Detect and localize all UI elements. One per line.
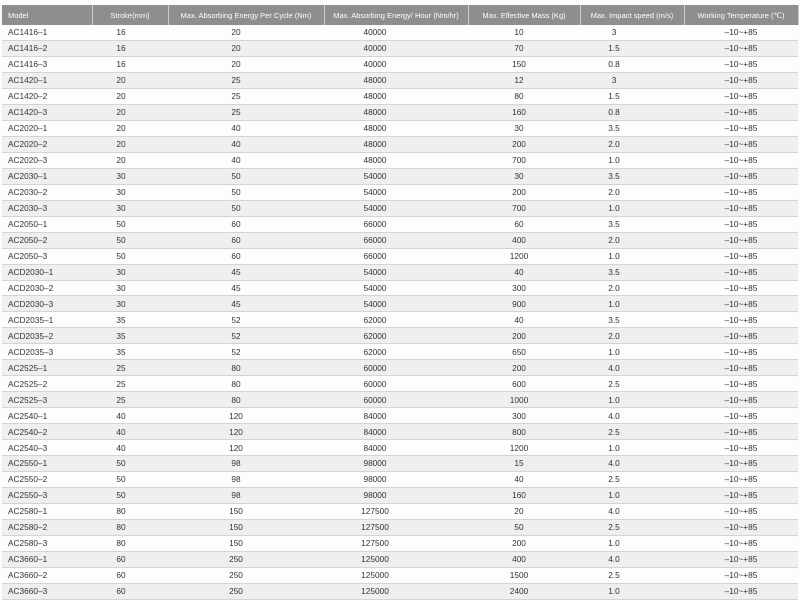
cell-working-temperature: –10~+85 <box>684 504 798 520</box>
column-header-energy-per-cycle: Max. Absorbing Energy Per Cycle (Nm) <box>168 5 324 25</box>
cell-impact-speed: 4.0 <box>580 408 684 424</box>
cell-energy-per-hour: 48000 <box>324 88 468 104</box>
cell-energy-per-hour: 54000 <box>324 200 468 216</box>
cell-impact-speed: 4.0 <box>580 551 684 567</box>
cell-energy-per-hour: 48000 <box>324 152 468 168</box>
table-row <box>2 328 798 344</box>
cell-working-temperature: –10~+85 <box>684 567 798 583</box>
cell-model: AC2050–3 <box>2 248 92 264</box>
cell-energy-per-hour: 66000 <box>324 248 468 264</box>
cell-stroke: 40 <box>92 440 168 456</box>
cell-model: AC1420–1 <box>2 72 92 88</box>
table-row <box>2 551 798 567</box>
cell-energy-per-hour: 54000 <box>324 296 468 312</box>
table-row <box>2 536 798 552</box>
cell-impact-speed: 2.5 <box>580 472 684 488</box>
table-row <box>2 360 798 376</box>
cell-impact-speed: 2.5 <box>580 424 684 440</box>
cell-energy-per-cycle: 80 <box>168 360 324 376</box>
cell-model: AC2020–1 <box>2 120 92 136</box>
cell-model: AC1420–3 <box>2 104 92 120</box>
cell-impact-speed: 1.0 <box>580 583 684 599</box>
table-row <box>2 136 798 152</box>
cell-energy-per-cycle: 40 <box>168 136 324 152</box>
cell-stroke: 50 <box>92 216 168 232</box>
cell-stroke: 30 <box>92 296 168 312</box>
cell-impact-speed: 1.0 <box>580 536 684 552</box>
cell-stroke: 40 <box>92 424 168 440</box>
cell-energy-per-cycle: 45 <box>168 280 324 296</box>
cell-model: AC2580–3 <box>2 536 92 552</box>
cell-energy-per-hour: 54000 <box>324 168 468 184</box>
cell-working-temperature: –10~+85 <box>684 232 798 248</box>
cell-effective-mass: 10 <box>468 25 580 40</box>
cell-working-temperature: –10~+85 <box>684 25 798 40</box>
cell-energy-per-hour: 125000 <box>324 567 468 583</box>
cell-model: ACD2035–3 <box>2 344 92 360</box>
cell-energy-per-hour: 84000 <box>324 408 468 424</box>
cell-energy-per-cycle: 50 <box>168 168 324 184</box>
cell-energy-per-hour: 84000 <box>324 424 468 440</box>
table-body <box>2 25 798 599</box>
cell-impact-speed: 2.0 <box>580 136 684 152</box>
cell-effective-mass: 1500 <box>468 567 580 583</box>
cell-energy-per-cycle: 45 <box>168 264 324 280</box>
cell-energy-per-hour: 125000 <box>324 583 468 599</box>
cell-model: AC2030–3 <box>2 200 92 216</box>
cell-working-temperature: –10~+85 <box>684 168 798 184</box>
cell-impact-speed: 2.0 <box>580 232 684 248</box>
cell-effective-mass: 1200 <box>468 440 580 456</box>
cell-energy-per-cycle: 20 <box>168 56 324 72</box>
cell-working-temperature: –10~+85 <box>684 40 798 56</box>
cell-effective-mass: 30 <box>468 120 580 136</box>
cell-working-temperature: –10~+85 <box>684 440 798 456</box>
cell-impact-speed: 1.5 <box>580 40 684 56</box>
cell-effective-mass: 60 <box>468 216 580 232</box>
cell-model: ACD2030–3 <box>2 296 92 312</box>
cell-energy-per-cycle: 60 <box>168 232 324 248</box>
table-row <box>2 392 798 408</box>
cell-stroke: 20 <box>92 152 168 168</box>
cell-energy-per-cycle: 25 <box>168 104 324 120</box>
cell-working-temperature: –10~+85 <box>684 551 798 567</box>
table-row <box>2 232 798 248</box>
cell-energy-per-hour: 127500 <box>324 520 468 536</box>
cell-effective-mass: 40 <box>468 472 580 488</box>
cell-stroke: 25 <box>92 360 168 376</box>
table-row <box>2 296 798 312</box>
cell-impact-speed: 2.0 <box>580 280 684 296</box>
cell-impact-speed: 2.0 <box>580 328 684 344</box>
cell-energy-per-cycle: 45 <box>168 296 324 312</box>
cell-effective-mass: 650 <box>468 344 580 360</box>
cell-energy-per-cycle: 120 <box>168 424 324 440</box>
cell-energy-per-hour: 66000 <box>324 232 468 248</box>
table-row <box>2 56 798 72</box>
cell-impact-speed: 3 <box>580 25 684 40</box>
cell-impact-speed: 2.5 <box>580 520 684 536</box>
cell-energy-per-hour: 84000 <box>324 440 468 456</box>
cell-energy-per-hour: 127500 <box>324 504 468 520</box>
cell-energy-per-hour: 60000 <box>324 376 468 392</box>
cell-stroke: 60 <box>92 567 168 583</box>
cell-stroke: 20 <box>92 72 168 88</box>
cell-impact-speed: 1.0 <box>580 392 684 408</box>
table-row <box>2 488 798 504</box>
cell-stroke: 60 <box>92 583 168 599</box>
table-row <box>2 152 798 168</box>
header-row <box>2 5 798 25</box>
cell-energy-per-cycle: 98 <box>168 456 324 472</box>
cell-stroke: 60 <box>92 551 168 567</box>
cell-energy-per-cycle: 25 <box>168 88 324 104</box>
cell-stroke: 50 <box>92 472 168 488</box>
cell-working-temperature: –10~+85 <box>684 392 798 408</box>
cell-impact-speed: 1.0 <box>580 296 684 312</box>
cell-stroke: 20 <box>92 136 168 152</box>
cell-stroke: 20 <box>92 88 168 104</box>
cell-working-temperature: –10~+85 <box>684 264 798 280</box>
cell-working-temperature: –10~+85 <box>684 344 798 360</box>
cell-stroke: 20 <box>92 120 168 136</box>
column-header-stroke: Stroke(mm) <box>92 5 168 25</box>
cell-model: AC1416–1 <box>2 25 92 40</box>
cell-impact-speed: 3.5 <box>580 120 684 136</box>
cell-effective-mass: 200 <box>468 328 580 344</box>
cell-energy-per-hour: 54000 <box>324 280 468 296</box>
cell-working-temperature: –10~+85 <box>684 328 798 344</box>
cell-impact-speed: 0.8 <box>580 56 684 72</box>
cell-stroke: 35 <box>92 312 168 328</box>
cell-stroke: 30 <box>92 280 168 296</box>
cell-energy-per-cycle: 250 <box>168 583 324 599</box>
cell-effective-mass: 160 <box>468 488 580 504</box>
table-row <box>2 120 798 136</box>
cell-working-temperature: –10~+85 <box>684 184 798 200</box>
cell-impact-speed: 1.0 <box>580 152 684 168</box>
cell-effective-mass: 150 <box>468 56 580 72</box>
cell-effective-mass: 200 <box>468 136 580 152</box>
cell-working-temperature: –10~+85 <box>684 583 798 599</box>
cell-working-temperature: –10~+85 <box>684 312 798 328</box>
table-row <box>2 168 798 184</box>
cell-model: AC2020–3 <box>2 152 92 168</box>
cell-stroke: 80 <box>92 536 168 552</box>
cell-energy-per-hour: 54000 <box>324 184 468 200</box>
cell-energy-per-hour: 60000 <box>324 360 468 376</box>
cell-energy-per-hour: 98000 <box>324 488 468 504</box>
cell-model: ACD2030–1 <box>2 264 92 280</box>
cell-impact-speed: 4.0 <box>580 360 684 376</box>
cell-working-temperature: –10~+85 <box>684 152 798 168</box>
cell-stroke: 50 <box>92 488 168 504</box>
cell-model: AC2050–1 <box>2 216 92 232</box>
cell-working-temperature: –10~+85 <box>684 376 798 392</box>
cell-working-temperature: –10~+85 <box>684 536 798 552</box>
cell-stroke: 16 <box>92 25 168 40</box>
cell-energy-per-cycle: 98 <box>168 472 324 488</box>
cell-working-temperature: –10~+85 <box>684 56 798 72</box>
cell-effective-mass: 600 <box>468 376 580 392</box>
cell-effective-mass: 200 <box>468 360 580 376</box>
cell-working-temperature: –10~+85 <box>684 408 798 424</box>
cell-energy-per-cycle: 40 <box>168 152 324 168</box>
cell-stroke: 80 <box>92 520 168 536</box>
cell-working-temperature: –10~+85 <box>684 360 798 376</box>
cell-model: AC2030–2 <box>2 184 92 200</box>
table-row <box>2 216 798 232</box>
table-row <box>2 312 798 328</box>
cell-effective-mass: 30 <box>468 168 580 184</box>
table-row <box>2 200 798 216</box>
cell-impact-speed: 0.8 <box>580 104 684 120</box>
cell-model: AC2525–3 <box>2 392 92 408</box>
cell-energy-per-hour: 98000 <box>324 456 468 472</box>
cell-effective-mass: 70 <box>468 40 580 56</box>
table-row <box>2 424 798 440</box>
table-row <box>2 104 798 120</box>
cell-effective-mass: 2400 <box>468 583 580 599</box>
cell-model: AC2030–1 <box>2 168 92 184</box>
cell-energy-per-hour: 40000 <box>324 25 468 40</box>
cell-energy-per-hour: 54000 <box>324 264 468 280</box>
cell-stroke: 30 <box>92 200 168 216</box>
cell-working-temperature: –10~+85 <box>684 248 798 264</box>
cell-model: AC2550–2 <box>2 472 92 488</box>
cell-energy-per-hour: 48000 <box>324 136 468 152</box>
cell-effective-mass: 15 <box>468 456 580 472</box>
cell-energy-per-cycle: 120 <box>168 408 324 424</box>
cell-working-temperature: –10~+85 <box>684 200 798 216</box>
cell-energy-per-hour: 40000 <box>324 56 468 72</box>
column-header-impact-speed: Max. Impact speed (m/s) <box>580 5 684 25</box>
cell-stroke: 30 <box>92 168 168 184</box>
cell-energy-per-cycle: 60 <box>168 248 324 264</box>
cell-energy-per-cycle: 250 <box>168 567 324 583</box>
cell-model: AC2580–1 <box>2 504 92 520</box>
cell-model: ACD2035–2 <box>2 328 92 344</box>
table-row <box>2 280 798 296</box>
cell-stroke: 35 <box>92 344 168 360</box>
cell-model: AC2050–2 <box>2 232 92 248</box>
cell-impact-speed: 4.0 <box>580 504 684 520</box>
table-row <box>2 25 798 40</box>
cell-impact-speed: 3.5 <box>580 216 684 232</box>
cell-stroke: 40 <box>92 408 168 424</box>
cell-impact-speed: 2.5 <box>580 376 684 392</box>
table-row <box>2 440 798 456</box>
cell-model: AC1420–2 <box>2 88 92 104</box>
cell-stroke: 50 <box>92 248 168 264</box>
cell-energy-per-hour: 62000 <box>324 312 468 328</box>
cell-effective-mass: 40 <box>468 264 580 280</box>
cell-working-temperature: –10~+85 <box>684 520 798 536</box>
cell-impact-speed: 1.0 <box>580 248 684 264</box>
cell-model: AC2525–1 <box>2 360 92 376</box>
cell-effective-mass: 200 <box>468 184 580 200</box>
cell-energy-per-cycle: 150 <box>168 536 324 552</box>
cell-working-temperature: –10~+85 <box>684 296 798 312</box>
cell-working-temperature: –10~+85 <box>684 88 798 104</box>
cell-model: ACD2035–1 <box>2 312 92 328</box>
cell-impact-speed: 3.5 <box>580 264 684 280</box>
cell-working-temperature: –10~+85 <box>684 456 798 472</box>
cell-impact-speed: 1.0 <box>580 344 684 360</box>
cell-energy-per-hour: 62000 <box>324 344 468 360</box>
cell-stroke: 50 <box>92 456 168 472</box>
cell-model: AC2580–2 <box>2 520 92 536</box>
cell-effective-mass: 80 <box>468 88 580 104</box>
table-row <box>2 88 798 104</box>
cell-energy-per-cycle: 150 <box>168 520 324 536</box>
table-row <box>2 40 798 56</box>
cell-stroke: 25 <box>92 392 168 408</box>
cell-energy-per-hour: 48000 <box>324 104 468 120</box>
cell-energy-per-cycle: 40 <box>168 120 324 136</box>
cell-model: AC3660–2 <box>2 567 92 583</box>
table-row <box>2 72 798 88</box>
cell-working-temperature: –10~+85 <box>684 120 798 136</box>
cell-model: AC2540–1 <box>2 408 92 424</box>
cell-effective-mass: 160 <box>468 104 580 120</box>
cell-model: AC2550–1 <box>2 456 92 472</box>
cell-energy-per-hour: 66000 <box>324 216 468 232</box>
cell-energy-per-cycle: 20 <box>168 25 324 40</box>
cell-model: AC1416–3 <box>2 56 92 72</box>
cell-effective-mass: 12 <box>468 72 580 88</box>
cell-energy-per-hour: 127500 <box>324 536 468 552</box>
table-row <box>2 456 798 472</box>
cell-energy-per-cycle: 120 <box>168 440 324 456</box>
cell-energy-per-cycle: 25 <box>168 72 324 88</box>
cell-effective-mass: 700 <box>468 152 580 168</box>
table-row <box>2 264 798 280</box>
cell-energy-per-cycle: 50 <box>168 200 324 216</box>
table-row <box>2 567 798 583</box>
cell-effective-mass: 20 <box>468 504 580 520</box>
cell-stroke: 16 <box>92 40 168 56</box>
cell-model: AC2020–2 <box>2 136 92 152</box>
cell-impact-speed: 1.0 <box>580 200 684 216</box>
cell-energy-per-cycle: 52 <box>168 312 324 328</box>
cell-model: AC2540–3 <box>2 440 92 456</box>
cell-energy-per-cycle: 52 <box>168 328 324 344</box>
cell-energy-per-hour: 40000 <box>324 40 468 56</box>
cell-energy-per-cycle: 60 <box>168 216 324 232</box>
cell-working-temperature: –10~+85 <box>684 424 798 440</box>
cell-energy-per-cycle: 250 <box>168 551 324 567</box>
cell-model: ACD2030–2 <box>2 280 92 296</box>
cell-effective-mass: 40 <box>468 312 580 328</box>
cell-stroke: 35 <box>92 328 168 344</box>
table-row <box>2 376 798 392</box>
table-row <box>2 520 798 536</box>
cell-model: AC3660–1 <box>2 551 92 567</box>
cell-energy-per-cycle: 50 <box>168 184 324 200</box>
cell-impact-speed: 2.5 <box>580 567 684 583</box>
column-header-effective-mass: Max. Effective Mass (Kg) <box>468 5 580 25</box>
cell-effective-mass: 400 <box>468 232 580 248</box>
cell-effective-mass: 300 <box>468 408 580 424</box>
cell-energy-per-cycle: 80 <box>168 376 324 392</box>
cell-impact-speed: 4.0 <box>580 456 684 472</box>
column-header-working-temperature: Working Temperature (℃) <box>684 5 798 25</box>
cell-energy-per-hour: 60000 <box>324 392 468 408</box>
cell-stroke: 16 <box>92 56 168 72</box>
cell-working-temperature: –10~+85 <box>684 216 798 232</box>
table-row <box>2 184 798 200</box>
cell-impact-speed: 1.0 <box>580 488 684 504</box>
cell-working-temperature: –10~+85 <box>684 136 798 152</box>
cell-working-temperature: –10~+85 <box>684 72 798 88</box>
cell-effective-mass: 50 <box>468 520 580 536</box>
table-row <box>2 408 798 424</box>
cell-effective-mass: 300 <box>468 280 580 296</box>
column-header-energy-per-hour: Max. Absorbing Energy/ Hour (Nm/hr) <box>324 5 468 25</box>
cell-energy-per-hour: 48000 <box>324 120 468 136</box>
cell-working-temperature: –10~+85 <box>684 280 798 296</box>
cell-energy-per-cycle: 20 <box>168 40 324 56</box>
cell-stroke: 80 <box>92 504 168 520</box>
table-row <box>2 583 798 599</box>
cell-impact-speed: 3 <box>580 72 684 88</box>
cell-energy-per-hour: 98000 <box>324 472 468 488</box>
cell-model: AC3660–3 <box>2 583 92 599</box>
cell-model: AC1416–2 <box>2 40 92 56</box>
cell-impact-speed: 2.0 <box>580 184 684 200</box>
table-row <box>2 472 798 488</box>
cell-working-temperature: –10~+85 <box>684 488 798 504</box>
shock-absorber-spec-table <box>2 5 799 600</box>
cell-impact-speed: 1.5 <box>580 88 684 104</box>
cell-impact-speed: 3.5 <box>580 168 684 184</box>
cell-effective-mass: 900 <box>468 296 580 312</box>
cell-effective-mass: 700 <box>468 200 580 216</box>
cell-stroke: 30 <box>92 264 168 280</box>
table-row <box>2 344 798 360</box>
cell-impact-speed: 1.0 <box>580 440 684 456</box>
table-row <box>2 248 798 264</box>
cell-model: AC2540–2 <box>2 424 92 440</box>
cell-working-temperature: –10~+85 <box>684 472 798 488</box>
cell-stroke: 20 <box>92 104 168 120</box>
cell-effective-mass: 1000 <box>468 392 580 408</box>
table-row <box>2 504 798 520</box>
cell-model: AC2550–3 <box>2 488 92 504</box>
cell-energy-per-cycle: 52 <box>168 344 324 360</box>
cell-effective-mass: 200 <box>468 536 580 552</box>
cell-energy-per-hour: 62000 <box>324 328 468 344</box>
cell-energy-per-cycle: 150 <box>168 504 324 520</box>
cell-energy-per-hour: 125000 <box>324 551 468 567</box>
cell-stroke: 25 <box>92 376 168 392</box>
column-header-model: Model <box>2 5 92 25</box>
cell-stroke: 30 <box>92 184 168 200</box>
cell-energy-per-hour: 48000 <box>324 72 468 88</box>
cell-effective-mass: 400 <box>468 551 580 567</box>
cell-energy-per-cycle: 98 <box>168 488 324 504</box>
cell-stroke: 50 <box>92 232 168 248</box>
cell-impact-speed: 3.5 <box>580 312 684 328</box>
cell-model: AC2525–2 <box>2 376 92 392</box>
cell-energy-per-cycle: 80 <box>168 392 324 408</box>
cell-working-temperature: –10~+85 <box>684 104 798 120</box>
cell-effective-mass: 800 <box>468 424 580 440</box>
cell-effective-mass: 1200 <box>468 248 580 264</box>
